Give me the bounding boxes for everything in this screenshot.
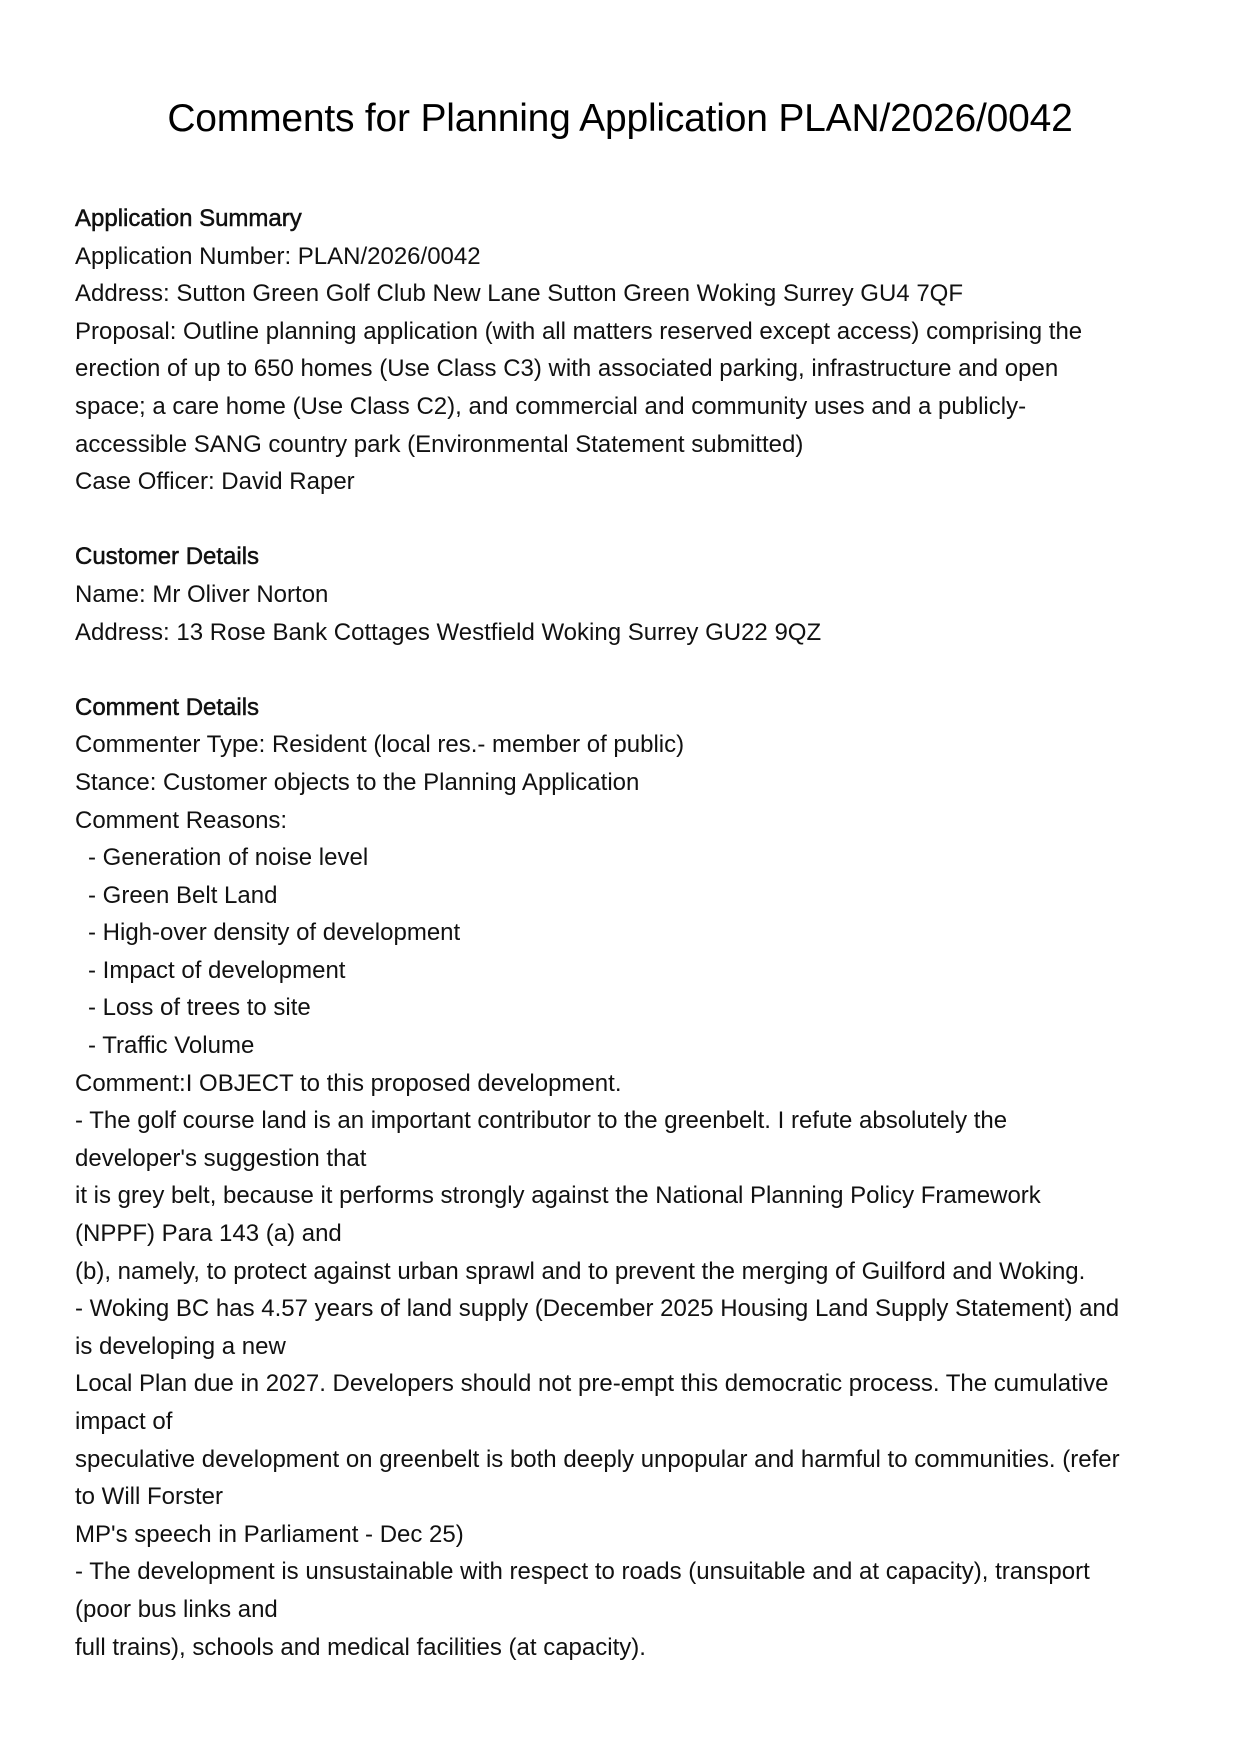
section-spacer xyxy=(75,501,1175,539)
comment-text-line: Comment:I OBJECT to this proposed development. xyxy=(75,1069,622,1097)
comment-reason-item: - Traffic Volume xyxy=(88,1032,255,1060)
comment-reason-item: - Green Belt Land xyxy=(88,881,278,909)
document-body xyxy=(75,200,1175,1666)
comment-text-line: is developing a new xyxy=(75,1332,286,1360)
customer-name: Name: Mr Oliver Norton xyxy=(75,580,329,608)
comment-text-line: - Woking BC has 4.57 years of land supply (December 2025 Housing Land Supply Statement) and xyxy=(75,1295,1120,1323)
application-address: Address: Sutton Green Golf Club New Lane Sutton Green Woking Surrey GU4 7QF xyxy=(75,280,963,308)
comment-text-line: impact of xyxy=(75,1408,173,1435)
application-number: Application Number: PLAN/2026/0042 xyxy=(75,242,481,270)
comment-reason-item: - Impact of development xyxy=(88,956,346,984)
comment-reason-item: - Generation of noise level xyxy=(88,844,369,872)
comment-details-heading: Comment Details xyxy=(75,693,260,721)
comment-text-line: MP's speech in Parliament - Dec 25) xyxy=(75,1520,464,1548)
comment-text-line: (b), namely, to protect against urban sprawl and to prevent the merging of Guilford and Woking. xyxy=(75,1257,1086,1285)
comment-text-line: developer's suggestion that xyxy=(75,1144,367,1172)
customer-details-section xyxy=(75,538,1175,651)
comment-text-line: to Will Forster xyxy=(75,1483,224,1511)
comment-text-line: (poor bus links and xyxy=(75,1595,278,1623)
comment-reason-item: - High-over density of development xyxy=(88,919,461,947)
comment-details-section xyxy=(75,689,1175,1666)
section-spacer xyxy=(75,651,1175,689)
proposal-line: accessible SANG country park (Environmental Statement submitted) xyxy=(75,430,804,458)
customer-address: Address: 13 Rose Bank Cottages Westfield Woking Surrey GU22 9QZ xyxy=(75,618,822,646)
comment-text-line: it is grey belt, because it performs strongly against the National Planning Policy Framework xyxy=(75,1182,1041,1210)
proposal-line: erection of up to 650 homes (Use Class C3) with associated parking, infrastructure and open xyxy=(75,355,1059,383)
proposal-line: Proposal: Outline planning application (with all matters reserved except access) comprising the xyxy=(75,317,1083,345)
case-officer: Case Officer: David Raper xyxy=(75,468,355,496)
comment-reason-item: - Loss of trees to site xyxy=(88,994,311,1022)
comment-text-line: - The development is unsustainable with respect to roads (unsuitable and at capacity), transport xyxy=(75,1558,1090,1586)
commenter-type: Commenter Type: Resident (local res.- member of public) xyxy=(75,731,685,759)
stance: Stance: Customer objects to the Planning Application xyxy=(75,768,640,796)
comment-text-line: speculative development on greenbelt is both deeply unpopular and harmful to communities. (refer xyxy=(75,1445,1120,1473)
comment-reasons-label: Comment Reasons: xyxy=(75,806,288,834)
application-summary-section xyxy=(75,200,1175,501)
comment-text-line: Local Plan due in 2027. Developers should not pre-empt this democratic process. The cumulative xyxy=(75,1370,1109,1398)
application-summary-heading: Application Summary xyxy=(75,205,302,232)
comment-text-line: full trains), schools and medical facilities (at capacity). xyxy=(75,1633,646,1661)
proposal-line: space; a care home (Use Class C2), and commercial and community uses and a publicly- xyxy=(75,392,1027,420)
comment-text-line: - The golf course land is an important contributor to the greenbelt. I refute absolutely the xyxy=(75,1107,1008,1135)
customer-details-heading: Customer Details xyxy=(75,543,260,571)
comment-text-line: (NPPF) Para 143 (a) and xyxy=(75,1220,342,1248)
page-title: Comments for Planning Application PLAN/2026/0042 xyxy=(167,97,1073,140)
